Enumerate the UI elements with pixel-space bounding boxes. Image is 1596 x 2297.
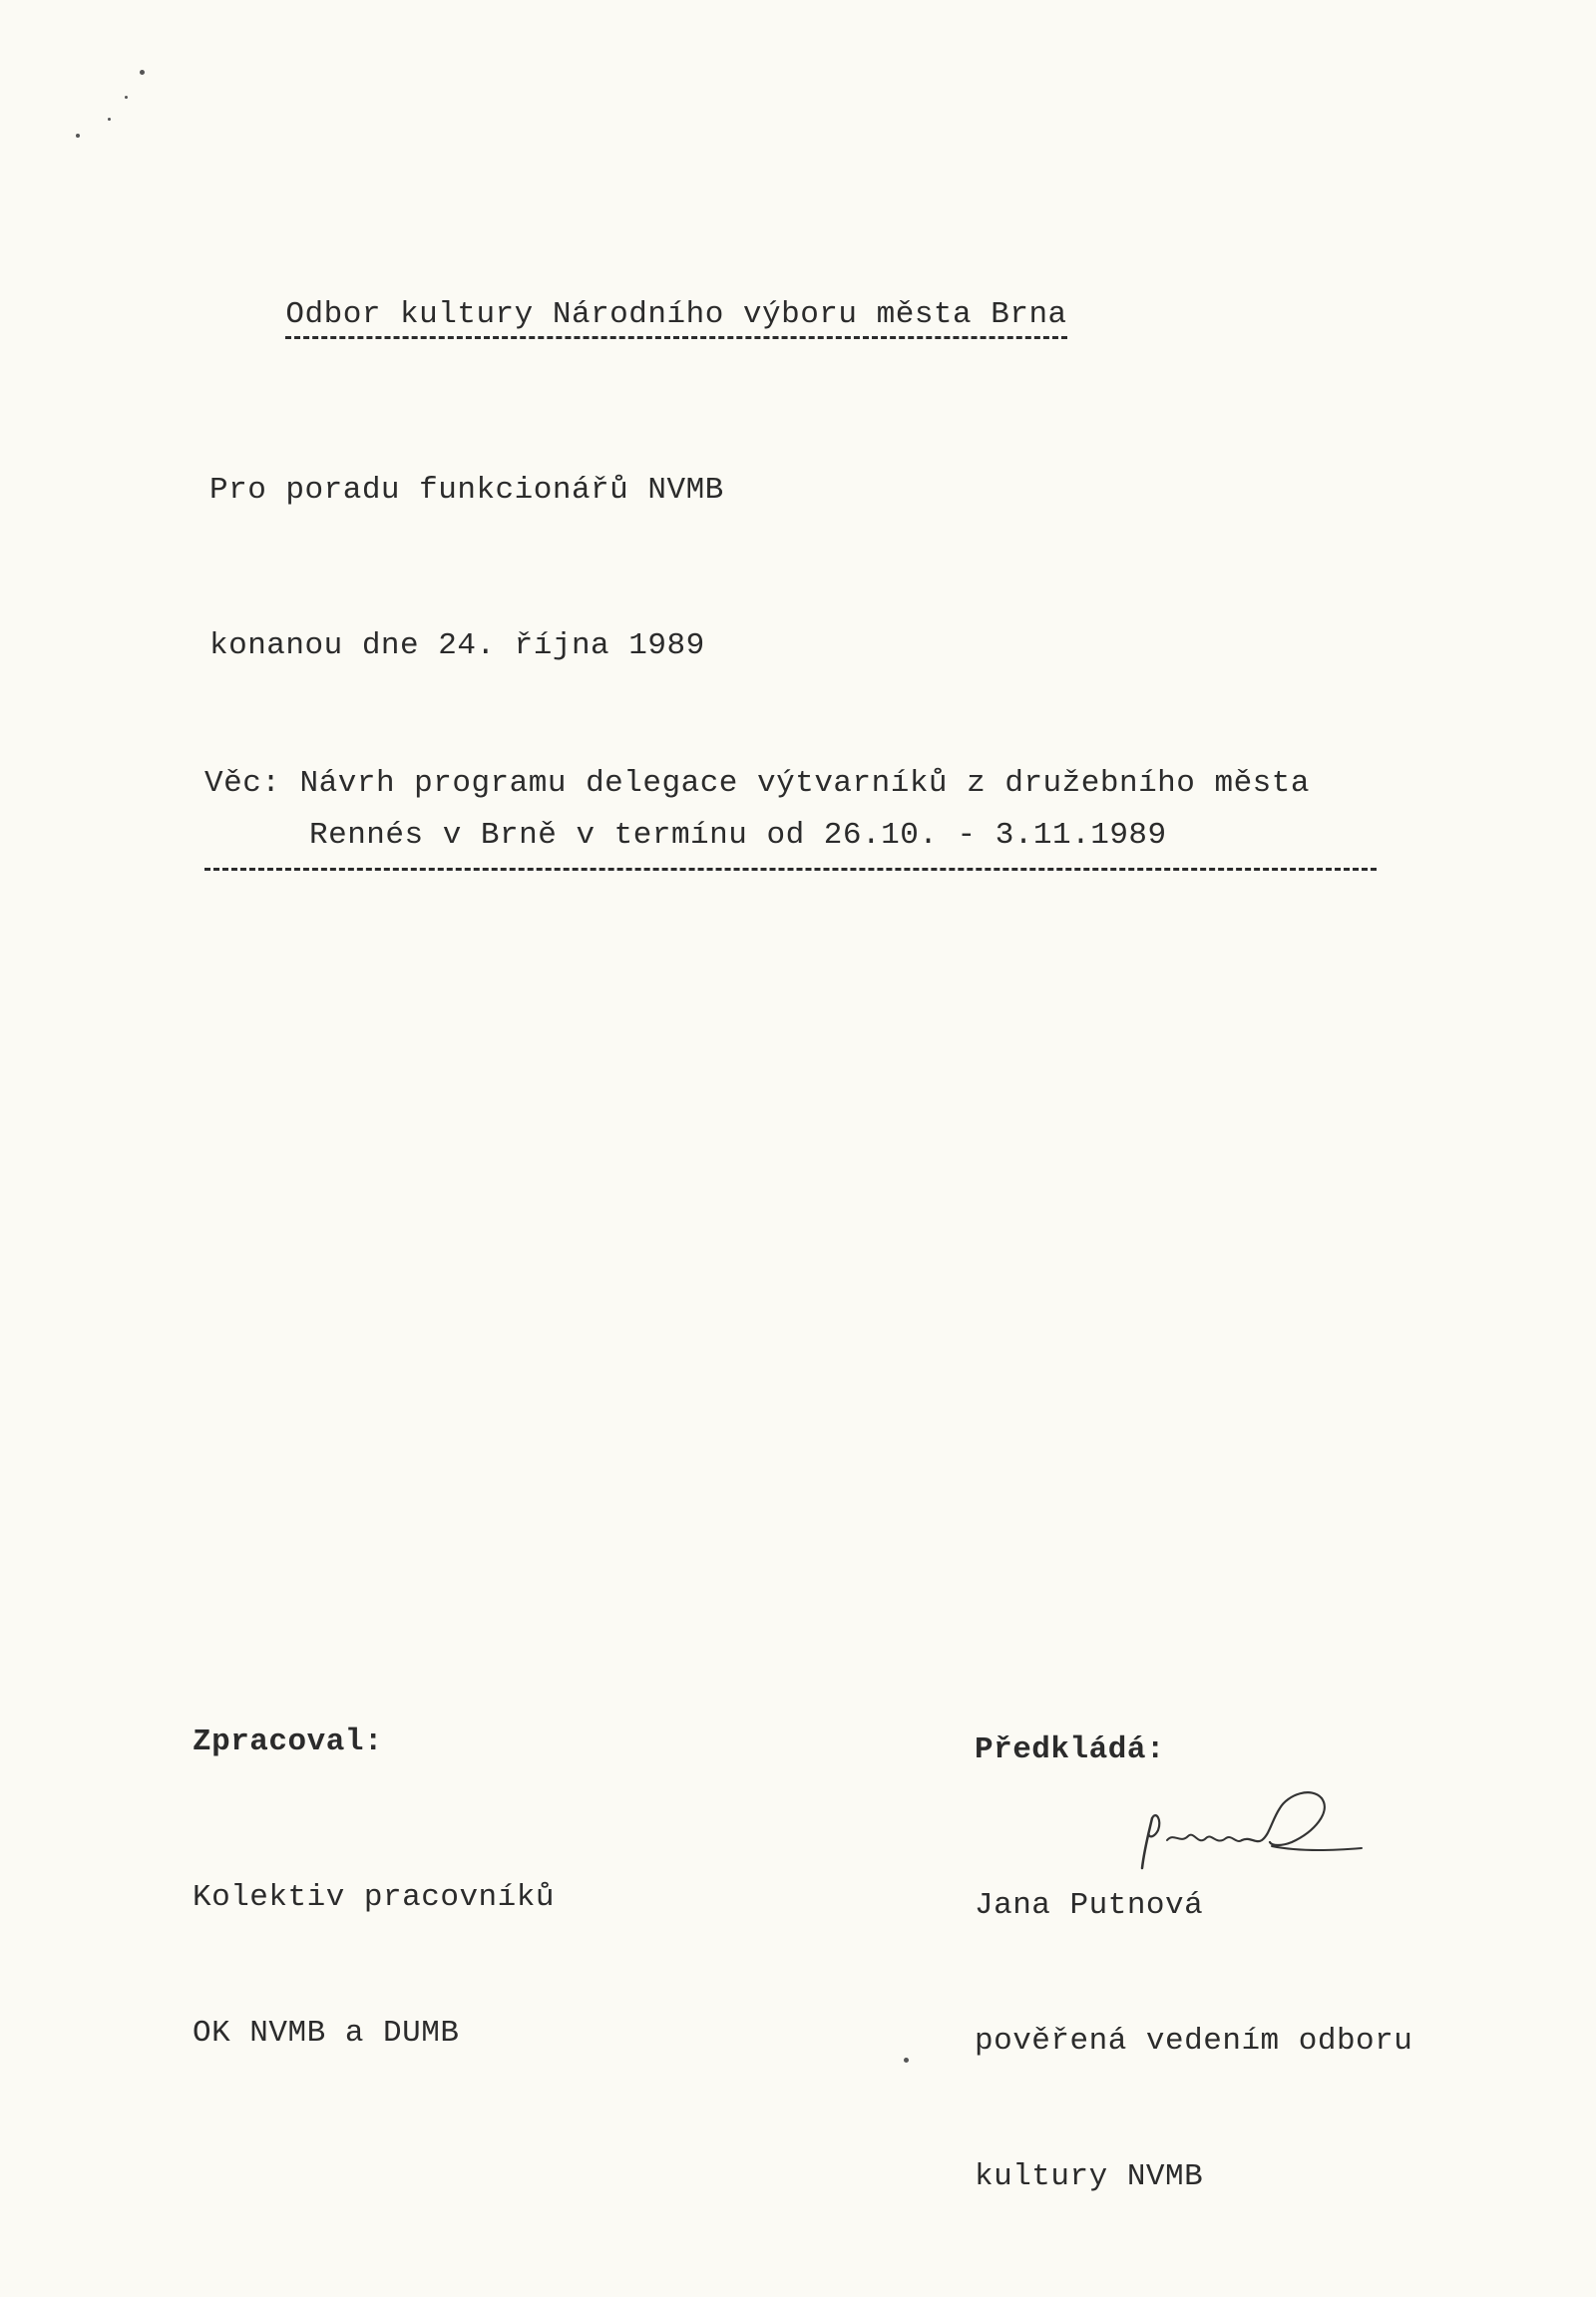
- prepared-by-block: [193, 1613, 555, 2153]
- paper-speck: [76, 134, 80, 138]
- submitter-role-line-1: pověřená vedením odboru: [975, 2024, 1413, 2059]
- meeting-line-1: Pro poradu funkcionářů NVMB: [209, 473, 724, 508]
- submitted-by-label: Předkládá:: [975, 1732, 1166, 1767]
- subject-line-2: [204, 810, 1377, 871]
- submitted-by-block: [975, 1621, 1412, 2297]
- department-title: Odbor kultury Národního výboru města Brna: [285, 297, 1066, 339]
- subject-line-1: [204, 758, 1310, 810]
- subject-text-2: Rennés v Brně v termínu od 26.10. - 3.11.1989: [309, 818, 1167, 853]
- prepared-by-line-2: OK NVMB a DUMB: [193, 2016, 460, 2051]
- meeting-info: [209, 361, 724, 776]
- submitter-role-line-2: kultury NVMB: [975, 2159, 1204, 2194]
- meeting-line-2: konanou dne 24. října 1989: [209, 628, 705, 663]
- prepared-by-label: Zpracoval:: [193, 1724, 384, 1759]
- paper-speck: [140, 70, 145, 75]
- paper-speck: [108, 118, 111, 121]
- submitter-name: Jana Putnová: [975, 1888, 1204, 1923]
- subject-text-1: Návrh programu delegace výtvarníků z družebního města: [299, 766, 1310, 801]
- paper-speck: [904, 2058, 909, 2063]
- prepared-by-line-1: Kolektiv pracovníků: [193, 1880, 555, 1915]
- paper-speck: [125, 96, 128, 99]
- handwritten-signature-icon: [1122, 1780, 1372, 1875]
- subject-label: Věc:: [204, 766, 281, 801]
